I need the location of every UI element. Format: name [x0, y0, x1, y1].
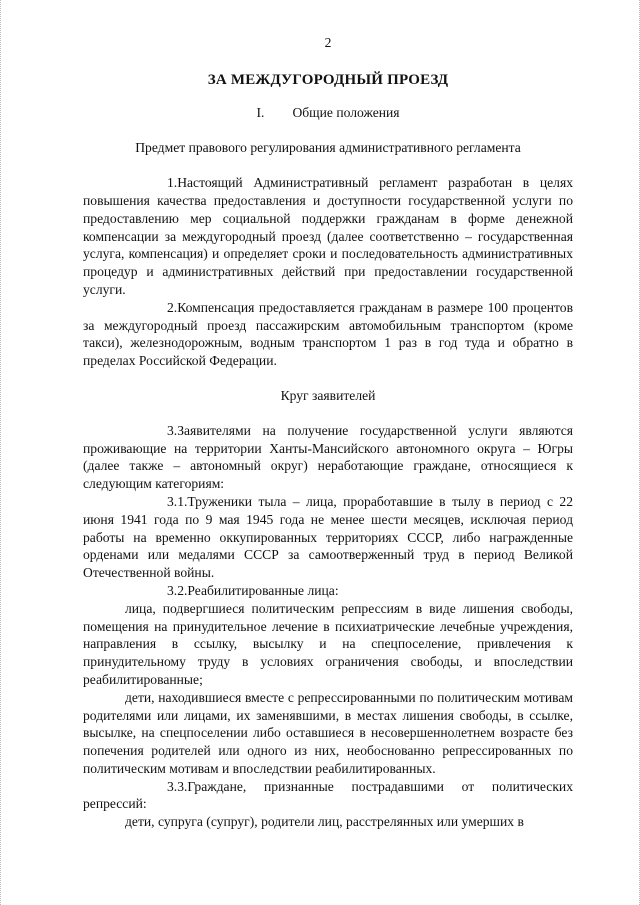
- paragraph: [83, 582, 573, 600]
- paragraph-number: 3.: [167, 422, 178, 438]
- paragraph-block-2: [83, 422, 573, 831]
- paragraph: [83, 600, 573, 689]
- page-number: 2: [324, 35, 332, 50]
- paragraph-number: 1.: [167, 175, 178, 191]
- paragraph: [83, 813, 573, 831]
- document-title: ЗА МЕЖДУГОРОДНЫЙ ПРОЕЗД: [207, 71, 449, 88]
- paragraph-text: дети, находившиеся вместе с репрессированными по политическим мотивам родителями или лицами, их заменявшими, в местах лишения свободы, в ссылке, высылке, на спецпоселении либо оставшиеся в несовершеннолетнем возрасте без попечения родителей или одного из них, необоснованно репрессированных по политическим мотивам и впоследствии реабилитированных.: [83, 689, 573, 776]
- paragraph-number: 3.2.: [167, 582, 188, 598]
- paragraph-text: лица, подвергшиеся политическим репрессиям в виде лишения свободы, помещения на принудительное лечение в психиатрические лечебные учреждения, направления в ссылку, высылку и на спецпоселение, привлечения к принудительному труду в условиях ограничения свободы, и впоследствии реабилитированные;: [83, 600, 573, 687]
- paragraph: [83, 299, 573, 370]
- paragraph: [83, 174, 573, 299]
- paragraph: [83, 422, 573, 493]
- paragraph-text: Граждане, признанные пострадавшими от политических репрессий:: [83, 778, 573, 812]
- paragraph-text: Заявителями на получение государственной услуги являются проживающие на территории Ханты-Мансийского автономного округа – Югры (далее также – автономный округ) неработающие граждане, относящиеся к следующим категориям:: [83, 422, 573, 492]
- section-label: Общие положения: [292, 104, 400, 120]
- paragraph: [83, 493, 573, 582]
- section-heading: [83, 104, 573, 122]
- paragraph-text: Реабилитированные лица:: [187, 582, 339, 598]
- paragraph-text: дети, супруга (супруг), родители лиц, расстрелянных или умерших в: [125, 814, 524, 830]
- paragraph: [83, 778, 573, 814]
- paragraph-number: 2.: [167, 299, 178, 315]
- subheading-regulation-subject: Предмет правового регулирования административного регламента: [135, 140, 521, 156]
- section-number: I.: [256, 104, 265, 120]
- paragraph-text: Настоящий Административный регламент разработан в целях повышения качества предоставления и доступности государственной услуги по предоставлению мер социальной поддержки гражданам в форме денежной компенсации за междугородный проезд (далее соответственно – государственная услуга, компенсация) и определяет сроки и последовательность административных процедур и административных действий при предоставлении государственной услуги.: [83, 175, 573, 297]
- paragraph-number: 3.1.: [167, 493, 188, 509]
- subheading-applicants: Круг заявителей: [280, 387, 376, 403]
- paragraph: [83, 689, 573, 778]
- paragraph-block-1: [83, 174, 573, 370]
- paragraph-text: Компенсация предоставляется гражданам в размере 100 процентов за междугородный проезд пассажирским автомобильным транспортом (кроме такси), железнодорожным, водным транспортом 1 раз в год туда и обратно в пределах Российской Федерации.: [83, 299, 573, 369]
- paragraph-text: Труженики тыла – лица, проработавшие в тылу в период с 22 июня 1941 года по 9 мая 1945 года не менее шести месяцев, исключая период работы на временно оккупированных территориях СССР, либо награжденные орденами или медалями СССР за самоотверженный труд в период Великой Отечественной войны.: [83, 493, 573, 581]
- paragraph-number: 3.3.: [167, 778, 188, 794]
- page-content: [83, 34, 573, 831]
